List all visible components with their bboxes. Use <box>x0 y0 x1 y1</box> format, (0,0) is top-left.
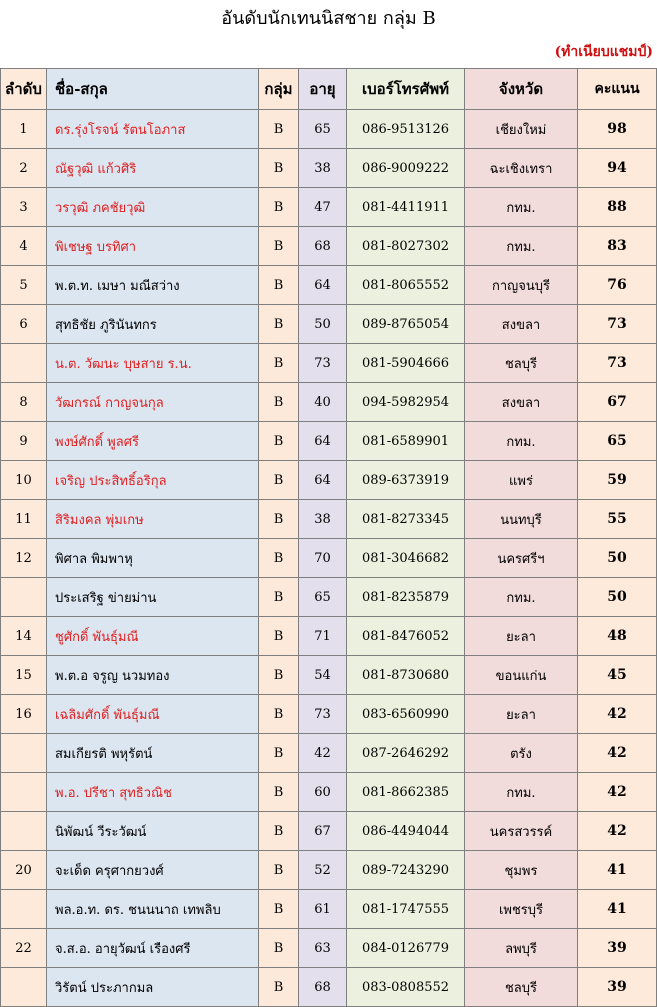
cell-phone: 081-8730680 <box>347 656 465 695</box>
cell-rank: 10 <box>1 461 47 500</box>
cell-age: 64 <box>299 461 347 500</box>
cell-rank: 3 <box>1 188 47 227</box>
cell-name: พงษ์ศักดิ์ พูลศรี <box>47 422 259 461</box>
cell-age: 65 <box>299 578 347 617</box>
cell-province: ชลบุรี <box>465 344 578 383</box>
cell-group: B <box>259 812 299 851</box>
cell-province: ขอนแก่น <box>465 656 578 695</box>
table-row <box>1 383 657 422</box>
cell-province: นครสวรรค์ <box>465 812 578 851</box>
table-row <box>1 266 657 305</box>
cell-score: 45 <box>578 656 657 695</box>
table-row <box>1 695 657 734</box>
cell-group: B <box>259 227 299 266</box>
table-row <box>1 344 657 383</box>
cell-name: สุทธิชัย ภูรินันทกร <box>47 305 259 344</box>
table-row <box>1 188 657 227</box>
cell-name: วัฒกรณ์ กาญจนกุล <box>47 383 259 422</box>
cell-age: 63 <box>299 929 347 968</box>
cell-rank: 15 <box>1 656 47 695</box>
cell-group: B <box>259 383 299 422</box>
cell-age: 61 <box>299 890 347 929</box>
cell-age: 47 <box>299 188 347 227</box>
cell-name: วิรัตน์ ประภากมล <box>47 968 259 1007</box>
cell-phone: 081-8027302 <box>347 227 465 266</box>
cell-phone: 081-8235879 <box>347 578 465 617</box>
cell-rank: 20 <box>1 851 47 890</box>
cell-rank: 2 <box>1 149 47 188</box>
cell-rank <box>1 734 47 773</box>
table-row <box>1 578 657 617</box>
cell-score: 48 <box>578 617 657 656</box>
cell-group: B <box>259 149 299 188</box>
cell-age: 68 <box>299 227 347 266</box>
cell-phone: 086-4494044 <box>347 812 465 851</box>
cell-group: B <box>259 695 299 734</box>
cell-rank: 16 <box>1 695 47 734</box>
cell-score: 98 <box>578 110 657 149</box>
cell-score: 39 <box>578 929 657 968</box>
cell-name: ดร.รุ่งโรจน์ รัตนโอภาส <box>47 110 259 149</box>
cell-rank: 4 <box>1 227 47 266</box>
cell-age: 38 <box>299 500 347 539</box>
cell-province: ตรัง <box>465 734 578 773</box>
cell-group: B <box>259 500 299 539</box>
cell-rank: 12 <box>1 539 47 578</box>
cell-age: 54 <box>299 656 347 695</box>
cell-age: 71 <box>299 617 347 656</box>
cell-rank: 8 <box>1 383 47 422</box>
cell-province: นครศรีฯ <box>465 539 578 578</box>
cell-name: น.ต. วัฒนะ บุษสาย ร.น. <box>47 344 259 383</box>
cell-age: 67 <box>299 812 347 851</box>
cell-phone: 083-6560990 <box>347 695 465 734</box>
cell-name: พ.อ. ปรีชา สุทธิวณิช <box>47 773 259 812</box>
table-row <box>1 539 657 578</box>
table-header-row <box>1 69 657 110</box>
cell-phone: 081-8273345 <box>347 500 465 539</box>
cell-score: 39 <box>578 968 657 1007</box>
header-province: จังหวัด <box>465 69 578 110</box>
header-rank: ลำดับ <box>1 69 47 110</box>
cell-age: 70 <box>299 539 347 578</box>
cell-phone: 081-1747555 <box>347 890 465 929</box>
cell-phone: 081-3046682 <box>347 539 465 578</box>
cell-rank: 22 <box>1 929 47 968</box>
table-row <box>1 929 657 968</box>
cell-name: นิพัฒน์ วีระวัฒน์ <box>47 812 259 851</box>
cell-name: เฉลิมศักดิ์ พันธุ์มณี <box>47 695 259 734</box>
cell-group: B <box>259 110 299 149</box>
cell-phone: 094-5982954 <box>347 383 465 422</box>
cell-score: 83 <box>578 227 657 266</box>
cell-province: ยะลา <box>465 617 578 656</box>
cell-group: B <box>259 968 299 1007</box>
cell-rank: 14 <box>1 617 47 656</box>
cell-group: B <box>259 617 299 656</box>
cell-age: 73 <box>299 344 347 383</box>
cell-score: 55 <box>578 500 657 539</box>
cell-rank: 9 <box>1 422 47 461</box>
cell-province: สงขลา <box>465 383 578 422</box>
cell-score: 76 <box>578 266 657 305</box>
header-age: อายุ <box>299 69 347 110</box>
cell-name: ประเสริฐ ข่ายม่าน <box>47 578 259 617</box>
header-phone: เบอร์โทรศัพท์ <box>347 69 465 110</box>
page-subtitle: (ทำเนียบแชมป์) <box>554 44 653 60</box>
cell-group: B <box>259 890 299 929</box>
cell-age: 68 <box>299 968 347 1007</box>
cell-rank: 5 <box>1 266 47 305</box>
cell-rank <box>1 968 47 1007</box>
cell-score: 65 <box>578 422 657 461</box>
cell-province: แพร่ <box>465 461 578 500</box>
cell-phone: 089-8765054 <box>347 305 465 344</box>
cell-age: 40 <box>299 383 347 422</box>
cell-age: 64 <box>299 266 347 305</box>
cell-rank: 11 <box>1 500 47 539</box>
cell-group: B <box>259 929 299 968</box>
cell-phone: 081-6589901 <box>347 422 465 461</box>
cell-province: กทม. <box>465 227 578 266</box>
cell-province: สงขลา <box>465 305 578 344</box>
cell-rank <box>1 773 47 812</box>
cell-group: B <box>259 734 299 773</box>
cell-score: 94 <box>578 149 657 188</box>
cell-province: กาญจนบุรี <box>465 266 578 305</box>
cell-group: B <box>259 539 299 578</box>
cell-phone: 086-9009222 <box>347 149 465 188</box>
cell-group: B <box>259 656 299 695</box>
cell-group: B <box>259 305 299 344</box>
cell-name: เจริญ ประสิทธิ์อริกุล <box>47 461 259 500</box>
cell-name: สิริมงคล พุ่มเกษ <box>47 500 259 539</box>
cell-score: 42 <box>578 812 657 851</box>
cell-name: วรวุฒิ ภคชัยวุฒิ <box>47 188 259 227</box>
cell-group: B <box>259 461 299 500</box>
cell-phone: 084-0126779 <box>347 929 465 968</box>
header-group: กลุ่ม <box>259 69 299 110</box>
cell-score: 88 <box>578 188 657 227</box>
cell-phone: 089-7243290 <box>347 851 465 890</box>
table-row <box>1 890 657 929</box>
cell-name: จะเด็ด ครุศากยวงศ์ <box>47 851 259 890</box>
cell-age: 60 <box>299 773 347 812</box>
cell-group: B <box>259 578 299 617</box>
cell-name: พ.ต.ท. เมษา มณีสว่าง <box>47 266 259 305</box>
table-row <box>1 734 657 773</box>
cell-score: 50 <box>578 539 657 578</box>
cell-group: B <box>259 266 299 305</box>
cell-group: B <box>259 188 299 227</box>
table-row <box>1 227 657 266</box>
cell-name: ณัฐวุฒิ แก้วศิริ <box>47 149 259 188</box>
cell-age: 73 <box>299 695 347 734</box>
cell-phone: 081-8662385 <box>347 773 465 812</box>
cell-score: 73 <box>578 344 657 383</box>
table-row <box>1 968 657 1007</box>
cell-province: กทม. <box>465 422 578 461</box>
ranking-table <box>0 68 657 1007</box>
cell-age: 65 <box>299 110 347 149</box>
table-row <box>1 305 657 344</box>
table-row <box>1 149 657 188</box>
table-row <box>1 773 657 812</box>
table-row <box>1 851 657 890</box>
table-row <box>1 617 657 656</box>
cell-name: จ.ส.อ. อายุวัฒน์ เรืองศรี <box>47 929 259 968</box>
cell-group: B <box>259 773 299 812</box>
cell-score: 41 <box>578 851 657 890</box>
header-score: คะแนน <box>578 69 657 110</box>
cell-name: พล.อ.ท. ดร. ชนนนาถ เทพลิบ <box>47 890 259 929</box>
cell-age: 50 <box>299 305 347 344</box>
cell-name: พิเชษฐ บรทิศา <box>47 227 259 266</box>
cell-phone: 083-0808552 <box>347 968 465 1007</box>
cell-province: เชียงใหม่ <box>465 110 578 149</box>
cell-province: ชุมพร <box>465 851 578 890</box>
table-row <box>1 812 657 851</box>
cell-province: นนทบุรี <box>465 500 578 539</box>
table-row <box>1 422 657 461</box>
cell-rank <box>1 890 47 929</box>
cell-score: 67 <box>578 383 657 422</box>
cell-phone: 081-4411911 <box>347 188 465 227</box>
cell-province: ชลบุรี <box>465 968 578 1007</box>
cell-name: พิศาล พิมพาหุ <box>47 539 259 578</box>
cell-province: กทม. <box>465 773 578 812</box>
cell-rank: 6 <box>1 305 47 344</box>
cell-province: เพชรบุรี <box>465 890 578 929</box>
cell-province: กทม. <box>465 188 578 227</box>
cell-phone: 089-6373919 <box>347 461 465 500</box>
cell-province: กทม. <box>465 578 578 617</box>
table-row <box>1 110 657 149</box>
cell-phone: 081-8065552 <box>347 266 465 305</box>
cell-age: 42 <box>299 734 347 773</box>
cell-phone: 081-5904666 <box>347 344 465 383</box>
cell-rank <box>1 578 47 617</box>
cell-group: B <box>259 344 299 383</box>
cell-group: B <box>259 851 299 890</box>
table-row <box>1 500 657 539</box>
cell-score: 59 <box>578 461 657 500</box>
cell-score: 42 <box>578 695 657 734</box>
cell-score: 41 <box>578 890 657 929</box>
page-title: อันดับนักเทนนิสชาย กลุ่ม B <box>221 8 436 29</box>
cell-province: ลพบุรี <box>465 929 578 968</box>
cell-phone: 087-2646292 <box>347 734 465 773</box>
table-row <box>1 656 657 695</box>
header-name: ชื่อ-สกุล <box>47 69 259 110</box>
cell-score: 42 <box>578 734 657 773</box>
cell-province: ฉะเชิงเทรา <box>465 149 578 188</box>
cell-score: 42 <box>578 773 657 812</box>
cell-age: 64 <box>299 422 347 461</box>
cell-age: 38 <box>299 149 347 188</box>
table-row <box>1 461 657 500</box>
cell-rank <box>1 812 47 851</box>
cell-age: 52 <box>299 851 347 890</box>
cell-name: ชูศักดิ์ พันธุ์มณี <box>47 617 259 656</box>
cell-rank <box>1 344 47 383</box>
cell-province: ยะลา <box>465 695 578 734</box>
cell-group: B <box>259 422 299 461</box>
cell-score: 73 <box>578 305 657 344</box>
cell-score: 50 <box>578 578 657 617</box>
cell-rank: 1 <box>1 110 47 149</box>
cell-name: สมเกียรติ พหุรัตน์ <box>47 734 259 773</box>
cell-phone: 081-8476052 <box>347 617 465 656</box>
cell-name: พ.ต.อ จรูญ นวมทอง <box>47 656 259 695</box>
cell-phone: 086-9513126 <box>347 110 465 149</box>
